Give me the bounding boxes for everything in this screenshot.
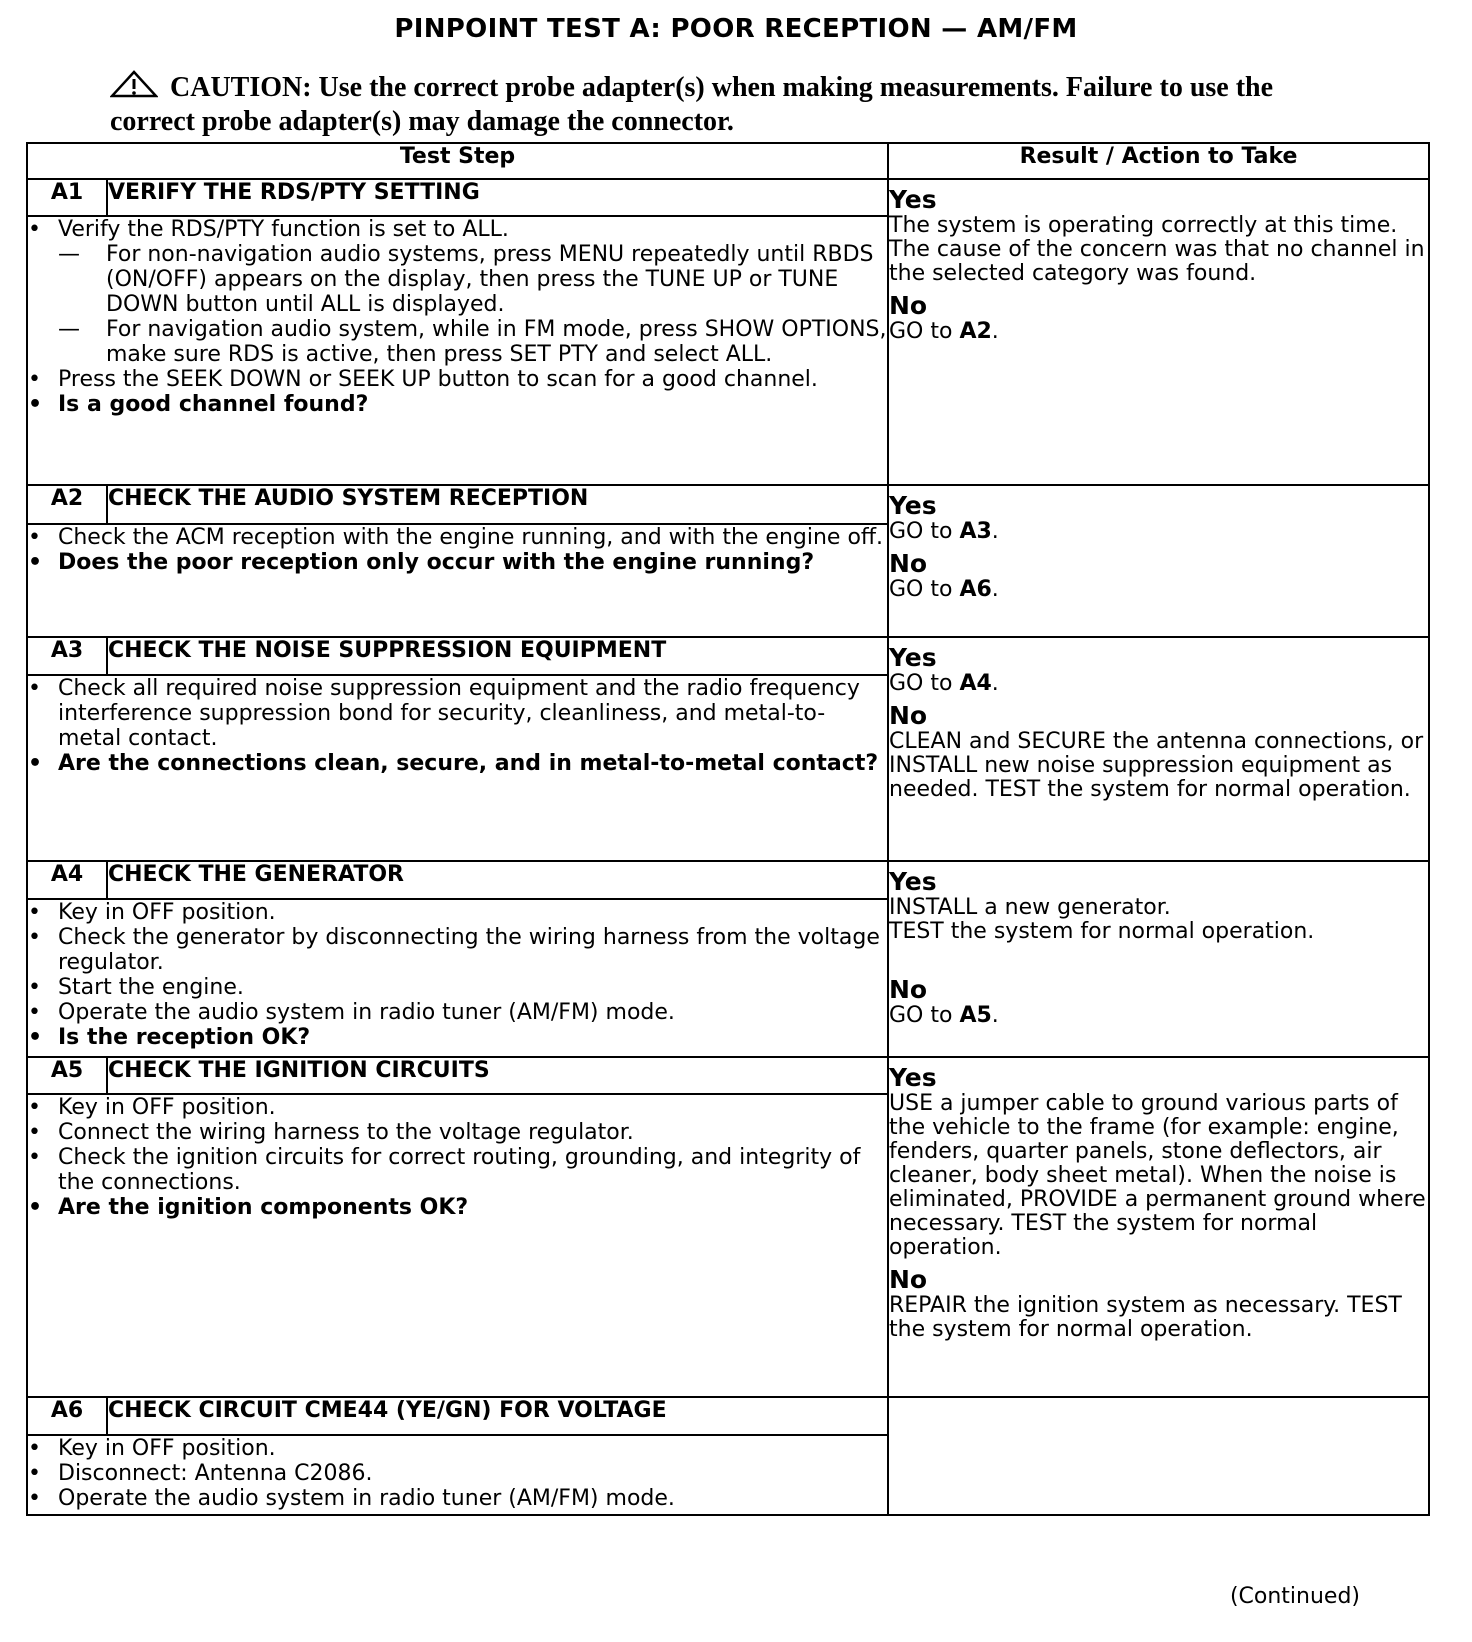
step-reference: A2 <box>959 319 992 344</box>
list-item: • Key in OFF position. <box>28 1436 887 1461</box>
step-reference: A4 <box>959 671 992 696</box>
step-a3-heading-row <box>27 637 1429 675</box>
yes-action: USE a jumper cable to ground various parts of the vehicle to the frame (for example: engine, fenders, quarter panels, stone deflectors, air cleaner, body sheet metal). When the noise is eliminated, PROVIDE a permanent ground where necessary. TEST the system for normal operation. <box>889 1091 1426 1260</box>
list-item: • Check the ACM reception with the engine running, and with the engine off. <box>28 525 887 550</box>
step-number: A6 <box>27 1397 107 1435</box>
no-action: GO to A5. <box>889 1003 999 1028</box>
table-header-row <box>27 143 1429 179</box>
list-item: • Operate the audio system in radio tuner (AM/FM) mode. <box>28 1486 887 1511</box>
step-question: • Are the ignition components OK? <box>28 1195 887 1220</box>
list-item: • Key in OFF position. <box>28 900 887 925</box>
caution-notice <box>110 70 1360 138</box>
step-a2-result <box>888 485 1429 637</box>
step-a5-result <box>888 1057 1429 1397</box>
caution-text: CAUTION: Use the correct probe adapter(s) when making measurements. Failure to use the correct probe adapter(s) may damage the connector. <box>110 72 1274 137</box>
list-item: • Verify the RDS/PTY function is set to ALL. — For non-navigation audio systems, press MENU repeatedly until RBDS (ON/OFF) appears on the display, then press the TUNE UP or TUNE DOWN button until ALL is displayed. — For navigation audio system, while in FM mode, press SHOW OPTIONS, make sure RDS is active, then press SET PTY and select ALL. <box>28 217 887 367</box>
list-item: • Operate the audio system in radio tuner (AM/FM) mode. <box>28 1000 887 1025</box>
yes-label: Yes <box>889 491 937 520</box>
no-action: CLEAN and SECURE the antenna connections, or INSTALL new noise suppression equipment as needed. TEST the system for normal operation. <box>889 729 1424 802</box>
step-question: • Is a good channel found? <box>28 392 887 417</box>
step-heading: VERIFY THE RDS/PTY SETTING <box>107 179 888 216</box>
step-heading: CHECK THE IGNITION CIRCUITS <box>107 1057 888 1094</box>
step-reference: A5 <box>959 1003 992 1028</box>
yes-action: GO to A4. <box>889 671 999 696</box>
yes-label: Yes <box>889 867 937 896</box>
list-item: • Key in OFF position. <box>28 1095 887 1120</box>
list-item: • Press the SEEK DOWN or SEEK UP button to scan for a good channel. <box>28 367 887 392</box>
no-action: GO to A6. <box>889 577 999 602</box>
step-question: • Are the connections clean, secure, and in metal-to-metal contact? <box>28 751 887 776</box>
no-label: No <box>889 701 928 730</box>
step-heading: CHECK THE GENERATOR <box>107 861 888 899</box>
step-a6-body <box>27 1435 888 1515</box>
no-label: No <box>889 975 928 1004</box>
step-a1-heading-row <box>27 179 1429 216</box>
list-item: — For non-navigation audio systems, press MENU repeatedly until RBDS (ON/OFF) appears on the display, then press the TUNE UP or TUNE DOWN button until ALL is displayed. <box>58 242 887 317</box>
list-item: — For navigation audio system, while in FM mode, press SHOW OPTIONS, make sure RDS is active, then press SET PTY and select ALL. <box>58 317 887 367</box>
pinpoint-test-table <box>26 142 1430 1516</box>
yes-label: Yes <box>889 185 937 214</box>
continued-label: (Continued) <box>1229 1584 1360 1609</box>
step-reference: A3 <box>959 519 992 544</box>
list-item: • Check all required noise suppression equipment and the radio frequency interference suppression bond for security, cleanliness, and metal-to-metal contact. <box>28 676 887 751</box>
step-heading: CHECK CIRCUIT CME44 (YE/GN) FOR VOLTAGE <box>107 1397 888 1435</box>
list-item: • Disconnect: Antenna C2086. <box>28 1461 887 1486</box>
step-number: A1 <box>27 179 107 216</box>
list-item: • Connect the wiring harness to the voltage regulator. <box>28 1120 887 1145</box>
result-action-header: Result / Action to Take <box>888 143 1429 179</box>
step-number: A3 <box>27 637 107 675</box>
step-a1-result <box>888 179 1429 485</box>
step-a3-body <box>27 675 888 861</box>
list-item: • Check the generator by disconnecting the wiring harness from the voltage regulator. <box>28 925 887 975</box>
step-a5-heading-row <box>27 1057 1429 1094</box>
step-a6-result <box>888 1397 1429 1515</box>
no-action: GO to A2. <box>889 319 999 344</box>
step-number: A5 <box>27 1057 107 1094</box>
step-a4-body <box>27 899 888 1057</box>
step-number: A4 <box>27 861 107 899</box>
yes-label: Yes <box>889 643 937 672</box>
step-reference: A6 <box>959 577 992 602</box>
list-item: • Start the engine. <box>28 975 887 1000</box>
step-a1-body <box>27 216 888 485</box>
yes-label: Yes <box>889 1063 937 1092</box>
no-label: No <box>889 549 928 578</box>
yes-action: TEST the system for normal operation. <box>889 919 1315 944</box>
step-number: A2 <box>27 485 107 524</box>
no-action: REPAIR the ignition system as necessary. TEST the system for normal operation. <box>889 1293 1402 1342</box>
step-heading: CHECK THE NOISE SUPPRESSION EQUIPMENT <box>107 637 888 675</box>
step-a2-body <box>27 524 888 637</box>
step-a4-result <box>888 861 1429 1057</box>
step-heading: CHECK THE AUDIO SYSTEM RECEPTION <box>107 485 888 524</box>
step-a3-result <box>888 637 1429 861</box>
no-label: No <box>889 1265 928 1294</box>
step-a6-heading-row <box>27 1397 1429 1435</box>
step-question: • Is the reception OK? <box>28 1025 887 1050</box>
yes-action: GO to A3. <box>889 519 999 544</box>
test-step-header: Test Step <box>27 143 888 179</box>
step-question: • Does the poor reception only occur with the engine running? <box>28 550 887 575</box>
step-a4-heading-row <box>27 861 1429 899</box>
yes-action: The system is operating correctly at this time. The cause of the concern was that no channel in the selected category was found. <box>889 213 1425 286</box>
page-title: PINPOINT TEST A: POOR RECEPTION — AM/FM <box>394 14 1078 44</box>
yes-action: INSTALL a new generator. <box>889 895 1171 920</box>
warning-triangle-icon <box>110 70 158 106</box>
step-a5-body <box>27 1094 888 1397</box>
no-label: No <box>889 291 928 320</box>
list-item: • Check the ignition circuits for correct routing, grounding, and integrity of the connections. <box>28 1145 887 1195</box>
step-a2-heading-row <box>27 485 1429 524</box>
